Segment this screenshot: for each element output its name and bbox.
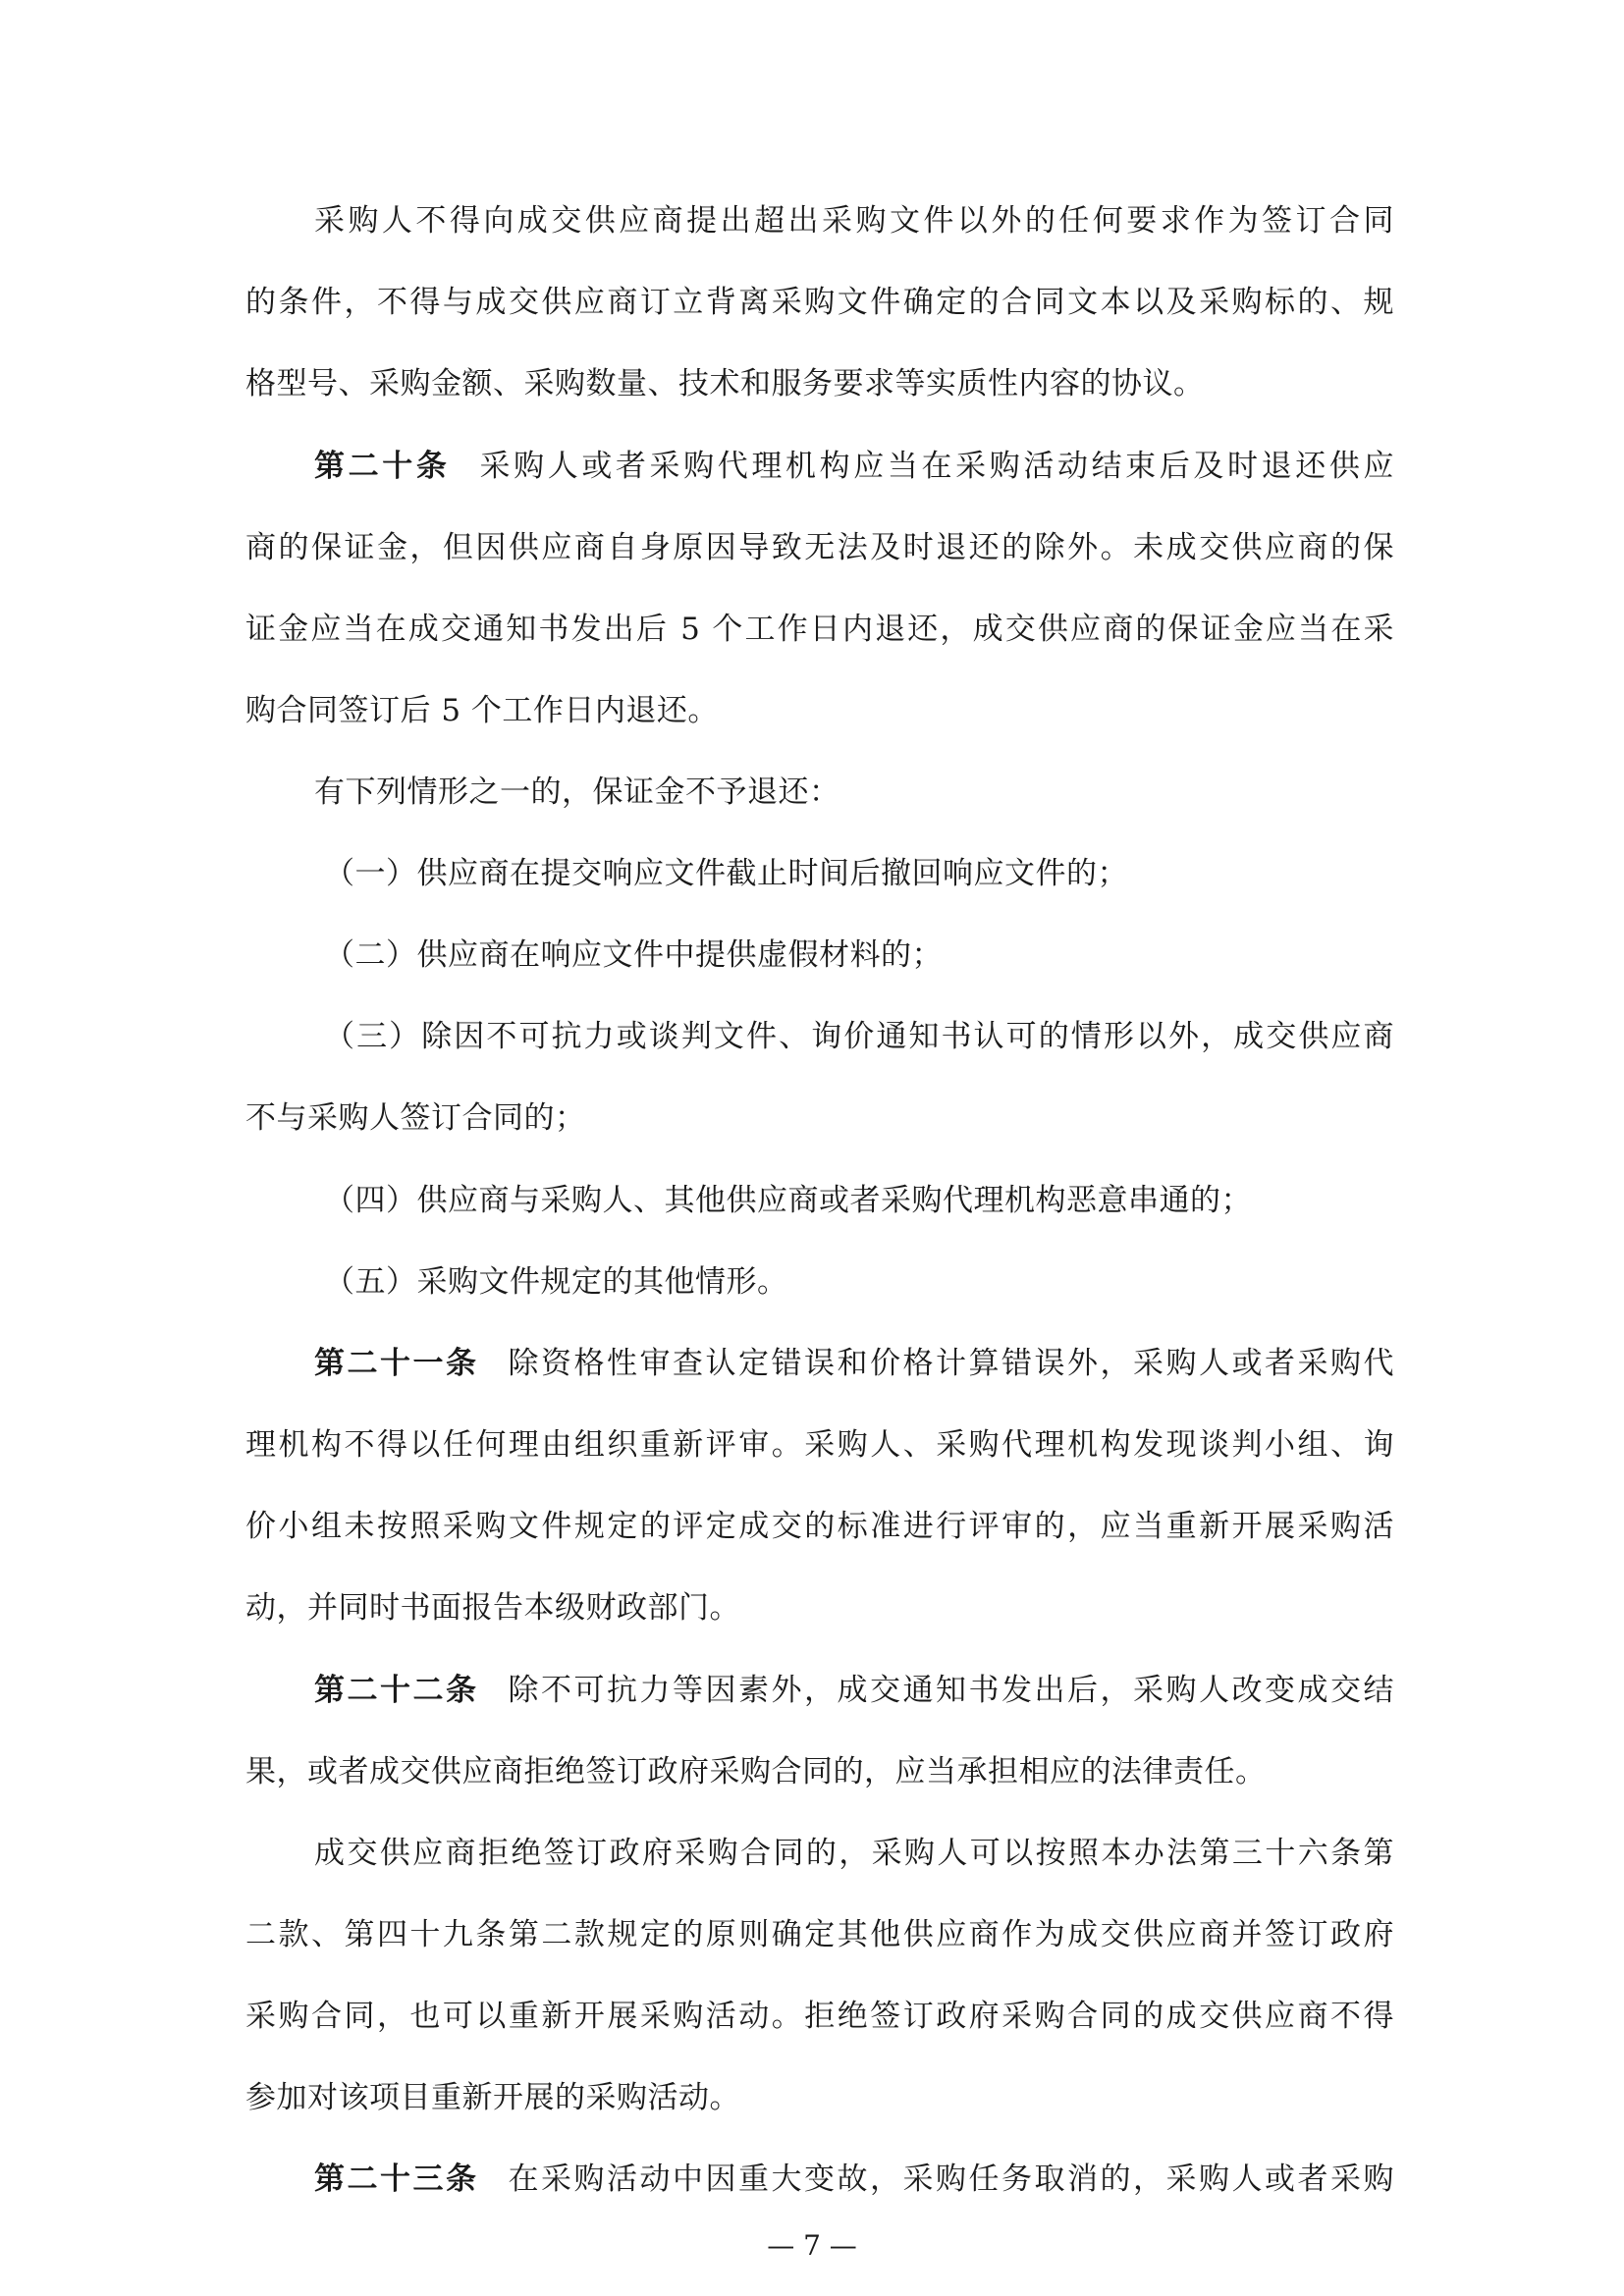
article-heading: 第二十二条	[314, 1673, 479, 1708]
article-21-line	[314, 1344, 1394, 1383]
page-number: — 7 —	[767, 2229, 857, 2262]
paragraph-line: 采购人不得向成交供应商提出超出采购文件以外的任何要求作为签订合同	[314, 203, 1394, 239]
paragraph-line: 的条件，不得与成交供应商订立背离采购文件确定的合同文本以及采购标的、规	[245, 285, 1394, 320]
paragraph-line: 果，或者成交供应商拒绝签订政府采购合同的，应当承担相应的法律责任。	[245, 1754, 1267, 1789]
paragraph-line: 购合同签订后 5 个工作日内退还。	[245, 693, 719, 728]
paragraph-line: 参加对该项目重新开展的采购活动。	[245, 2080, 740, 2115]
article-22-line	[314, 1671, 1394, 1710]
article-text: 除不可抗力等因素外，成交通知书发出后，采购人改变成交结	[508, 1673, 1394, 1708]
paragraph-line: 价小组未按照采购文件规定的评定成交的标准进行评审的，应当重新开展采购活	[245, 1509, 1394, 1544]
list-item: （三）除因不可抗力或谈判文件、询价通知书认可的情形以外，成交供应商	[324, 1019, 1394, 1054]
article-20-line	[314, 447, 1394, 486]
paragraph-line: 采购合同，也可以重新开展采购活动。拒绝签订政府采购合同的成交供应商不得	[245, 1999, 1394, 2034]
article-23-line	[314, 2160, 1394, 2199]
paragraph-line: 二款、第四十九条第二款规定的原则确定其他供应商作为成交供应商并签订政府	[245, 1917, 1394, 1952]
paragraph-line: 证金应当在成交通知书发出后 5 个工作日内退还，成交供应商的保证金应当在采	[245, 612, 1394, 647]
article-text: 除资格性审查认定错误和价格计算错误外，采购人或者采购代	[508, 1346, 1394, 1381]
list-item: （一）供应商在提交响应文件截止时间后撤回响应文件的；	[324, 856, 1128, 891]
article-text: 采购人或者采购代理机构应当在采购活动结束后及时退还供应	[479, 449, 1394, 484]
paragraph-line: 理机构不得以任何理由组织重新评审。采购人、采购代理机构发现谈判小组、询	[245, 1427, 1394, 1463]
paragraph-line: 动，并同时书面报告本级财政部门。	[245, 1590, 740, 1626]
article-heading: 第二十条	[314, 449, 451, 484]
list-item: （五）采购文件规定的其他情形。	[324, 1264, 788, 1300]
paragraph-line: 商的保证金，但因供应商自身原因导致无法及时退还的除外。未成交供应商的保	[245, 530, 1394, 565]
paragraph-line: 格型号、采购金额、采购数量、技术和服务要求等实质性内容的协议。	[245, 366, 1205, 401]
article-heading: 第二十三条	[314, 2162, 479, 2197]
article-text: 在采购活动中因重大变故，采购任务取消的，采购人或者采购	[508, 2162, 1394, 2197]
article-heading: 第二十一条	[314, 1346, 479, 1381]
list-item: （二）供应商在响应文件中提供虚假材料的；	[324, 937, 943, 973]
paragraph-line: 成交供应商拒绝签订政府采购合同的，采购人可以按照本办法第三十六条第	[314, 1836, 1394, 1871]
paragraph-line: 有下列情形之一的，保证金不予退还：	[314, 774, 840, 810]
paragraph-line: 不与采购人签订合同的；	[245, 1100, 586, 1136]
list-item: （四）供应商与采购人、其他供应商或者采购代理机构恶意串通的；	[324, 1183, 1252, 1218]
